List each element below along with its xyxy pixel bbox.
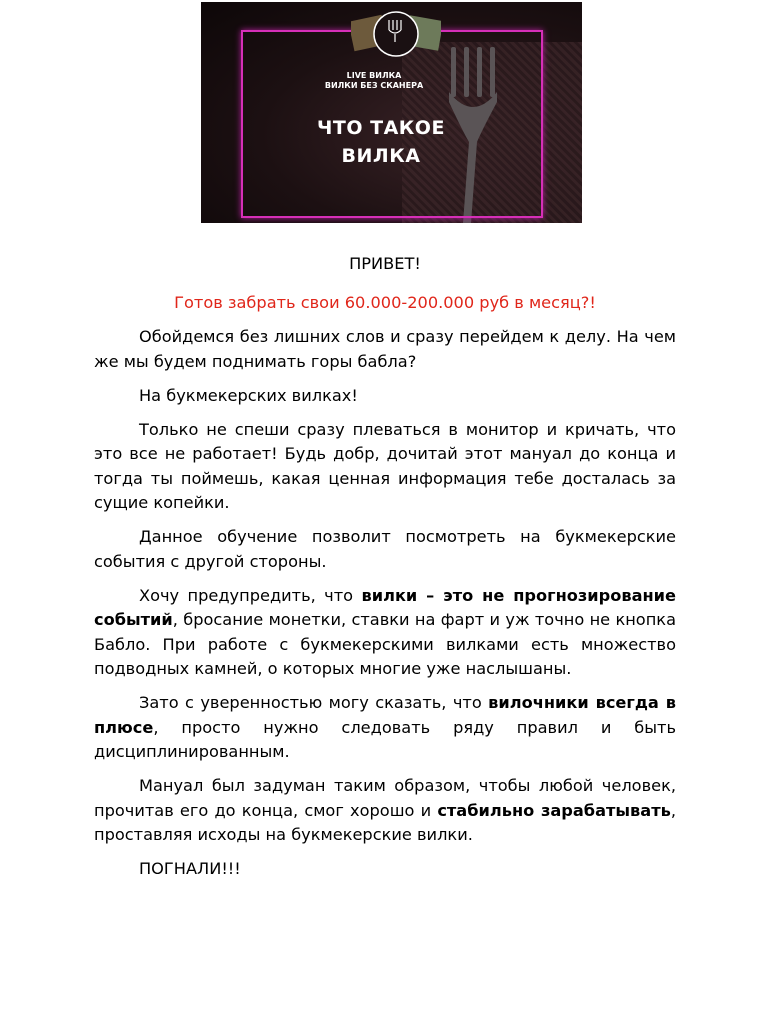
- paragraph-1: Обойдемся без лишних слов и сразу перейдем к делу. На чем же мы будем поднимать горы бабла?: [94, 327, 676, 371]
- p5-bold: вилки – это не прогнозирование событий: [94, 585, 676, 629]
- p5-text-a: Хочу предупредить, что: [139, 585, 362, 605]
- paragraph-7: [94, 774, 676, 848]
- paragraph-2: На букмекерских вилках!: [139, 385, 358, 405]
- p7-bold: стабильно зарабатывать: [437, 800, 671, 820]
- paragraph-3: Только не спеши сразу плеваться в монитор и кричать, что это все не работает! Будь добр, дочитай этот мануал до конца и тогда ты поймешь, какая ценная информация тебе досталась за сущие копейки.: [94, 419, 676, 512]
- brand-subtitle: ВИЛКИ БЕЗ СКАНЕРА: [324, 81, 424, 90]
- p7-text-c: , проставляя исходы на букмекерские вилки.: [94, 800, 676, 844]
- greeting: ПРИВЕТ!: [349, 254, 421, 273]
- p5-text-c: , бросание монетки, ставки на фарт и уж точно не кнопка Бабло. При работе с букмекерскими вилками есть множество подводных камней, о которых многие уже наслышаны.: [94, 610, 676, 678]
- brand-title: LIVE ВИЛКА: [346, 71, 402, 80]
- headline-line-2: ВИЛКА: [341, 145, 421, 167]
- banner-headline: [311, 114, 451, 170]
- p6-bold: вилочники всегда в плюсе: [94, 693, 676, 737]
- paragraph-6: [94, 691, 676, 765]
- p6-text-a: Зато с уверенностью могу сказать, что: [139, 693, 489, 712]
- brand-caption: [309, 71, 439, 91]
- logo-emblem: [351, 8, 441, 62]
- paragraph-5: [94, 584, 676, 682]
- document-body: [94, 252, 676, 891]
- promo-line: Готов забрать свои 60.000-200.000 руб в месяц?!: [174, 292, 596, 312]
- paragraph-4: Данное обучение позволит посмотреть на букмекерские события с другой стороны.: [94, 527, 676, 571]
- closing-line: ПОГНАЛИ!!!: [139, 859, 241, 878]
- p6-text-c: , просто нужно следовать ряду правил и быть дисциплинированным.: [94, 717, 676, 761]
- headline-line-1: ЧТО ТАКОЕ: [317, 117, 445, 139]
- p7-text-a: Мануал был задуман таким образом, чтобы любой человек, прочитав его до конца, смог хорошо и: [94, 776, 676, 820]
- cover-banner: [201, 2, 582, 223]
